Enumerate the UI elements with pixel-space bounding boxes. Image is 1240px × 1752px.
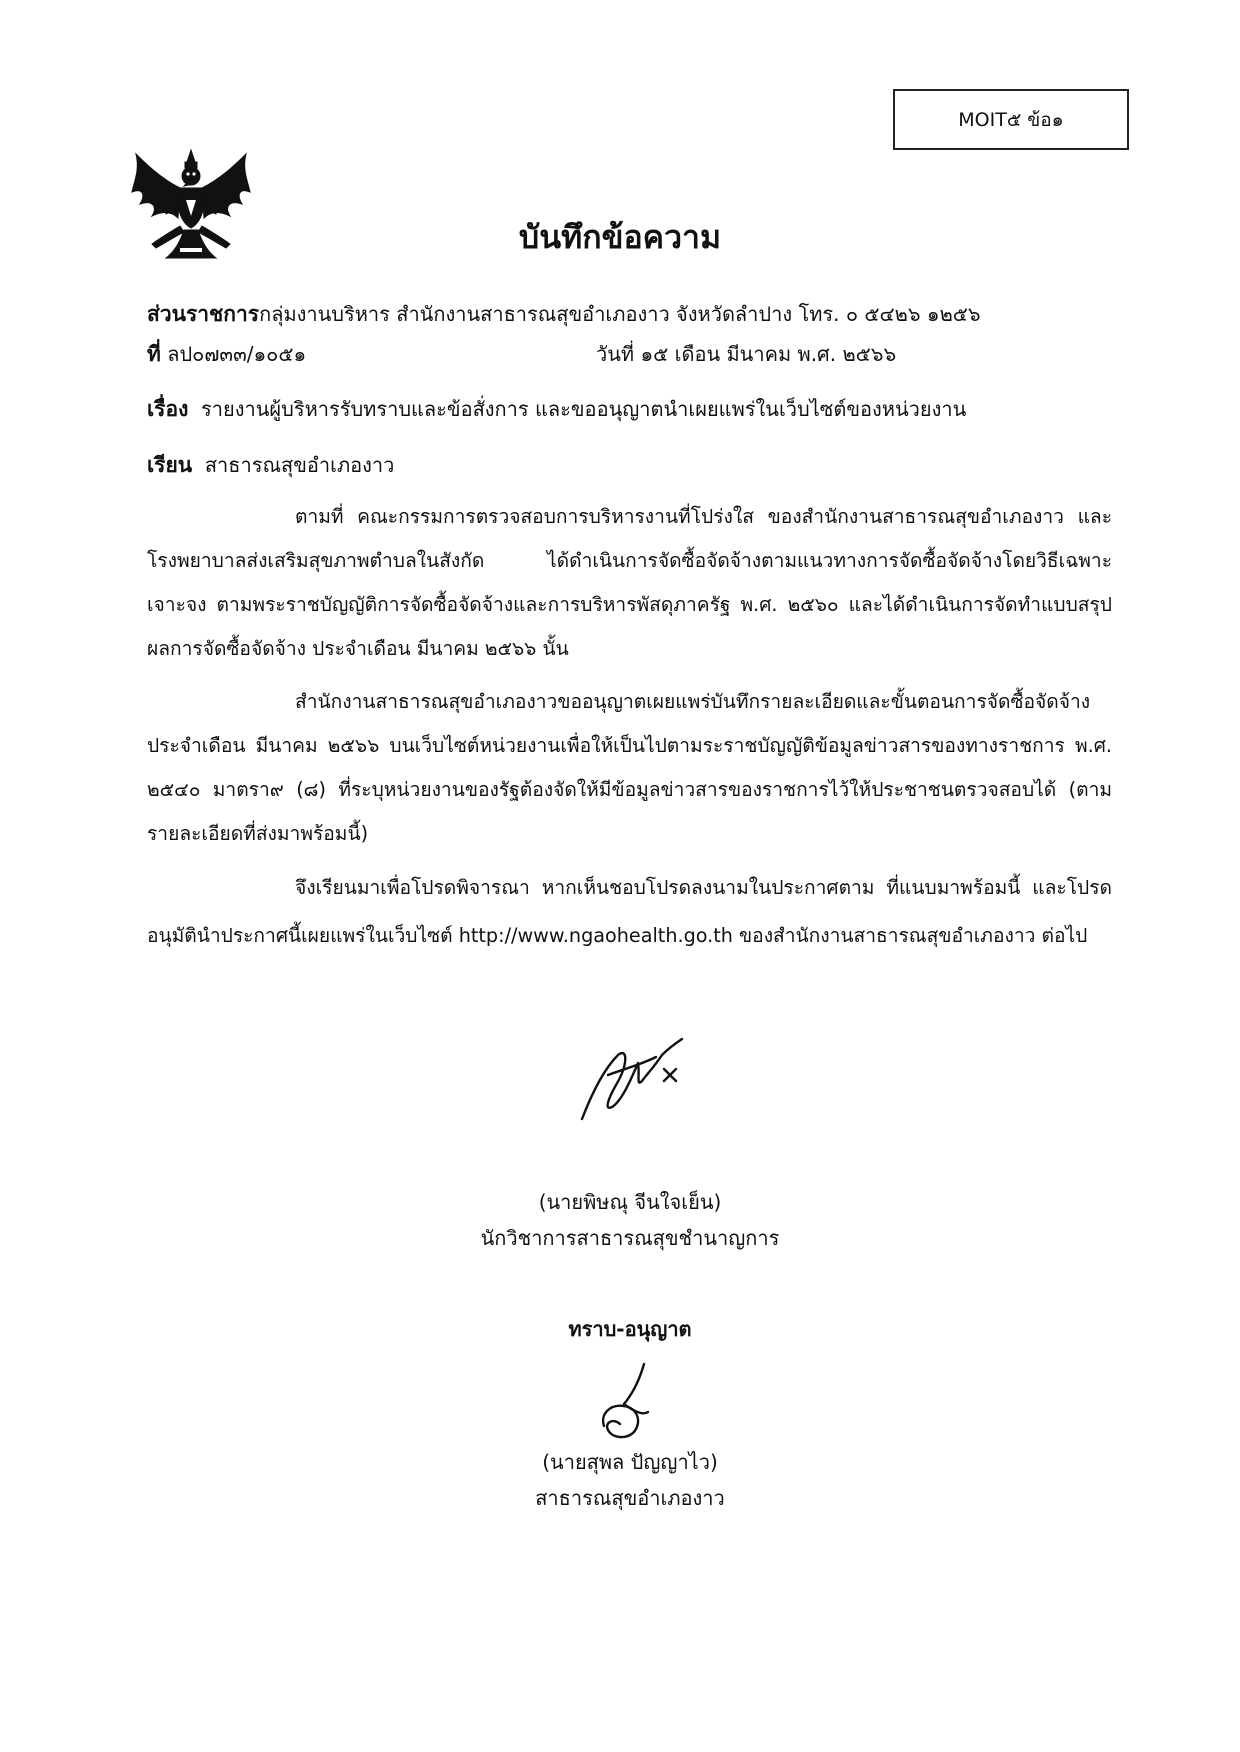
reference-label: ที่ — [147, 342, 161, 366]
document-date: วันที่ ๑๕ เดือน มีนาคม พ.ศ. ๒๕๖๖ — [596, 342, 897, 366]
reference-code: MOIT๕ ข้อ๑ — [958, 108, 1064, 131]
recipient-label: เรียน — [147, 453, 193, 477]
signer1-name: (นายพิษณุ จีนใจเย็น) — [538, 1190, 722, 1214]
agency-value: กลุ่มงานบริหาร สำนักงานสาธารณสุขอำเภองาว จังหวัดลำปาง โทร. ๐ ๕๔๒๖ ๑๒๕๖ — [259, 302, 981, 326]
signer1-position: นักวิชาการสาธารณสุขชำนาญการ — [480, 1226, 780, 1250]
recipient-line — [147, 451, 394, 479]
reference-code-box — [893, 89, 1129, 150]
signer2-position: สาธารณสุขอำเภองาว — [535, 1486, 725, 1510]
subject-label: เรื่อง — [147, 397, 189, 421]
reference-number: ลป๐๗๓๓/๑๐๕๑ — [167, 342, 307, 366]
subject-value: รายงานผู้บริหารรับทราบและข้อสั่งการ และขออนุญาตนำเผยแพร่ในเว็บไซต์ของหน่วยงาน — [201, 397, 967, 421]
signature-icon — [578, 1035, 690, 1125]
body-paragraph-3: จึงเรียนมาเพื่อโปรดพิจารณา หากเห็นชอบโปรดลงนามในประกาศตาม ที่แนบมาพร้อมนี้ และโปรดอนุมัตินำประกาศนี้เผยแพร่ในเว็บไซต์ http://www.ngaohealth.go.th ของสำนักงานสาธารณสุขอำเภองาว ต่อไป — [147, 876, 1112, 947]
signature-icon — [594, 1360, 652, 1440]
recipient-value: สาธารณสุขอำเภองาว — [204, 453, 395, 477]
subject-line — [147, 395, 966, 423]
document-title: บันทึกข้อความ — [518, 218, 722, 256]
approval-text: ทราบ-อนุญาต — [568, 1317, 692, 1341]
body-paragraph-2: สำนักงานสาธารณสุขอำเภองาวขออนุญาตเผยแพร่บันทึกรายละเอียดและขั้นตอนการจัดซื้อจัดจ้าง ประจำเดือน มีนาคม ๒๕๖๖ บนเว็บไซต์หน่วยงานเพื่อให้เป็นไปตามระราชบัญญัติข้อมูลข่าวสารของทางราชการ พ.ศ. ๒๕๔๐ มาตรา๙ (๘) ที่ระบุหน่วยงานของรัฐต้องจัดให้มีข้อมูลข่าวสารของราชการไว้ให้ประชาชนตรวจสอบได้ (ตามรายละเอียดที่ส่งมาพร้อมนี้) — [147, 690, 1112, 845]
reference-line — [147, 340, 306, 368]
agency-label: ส่วนราชการ — [147, 302, 260, 326]
signer2-name: (นายสุพล ปัญญาไว) — [542, 1450, 718, 1474]
body-paragraph-1: ตามที่ คณะกรรมการตรวจสอบการบริหารงานที่โปร่งใส ของสำนักงานสาธารณสุขอำเภองาว และโรงพยาบาลส่งเสริมสุขภาพตำบลในสังกัด ได้ดำเนินการจัดซื้อจัดจ้างตามแนวทางการจัดซื้อจัดจ้างโดยวิธีเฉพาะเจาะจง ตามพระราชบัญญัติการจัดซื้อจัดจ้างและการบริหารพัสดุภาครัฐ พ.ศ. ๒๕๖๐ และได้ดำเนินการจัดทำแบบสรุปผลการจัดซื้อจัดจ้าง ประจำเดือน มีนาคม ๒๕๖๖ นั้น — [147, 505, 1112, 660]
agency-line — [147, 300, 981, 328]
